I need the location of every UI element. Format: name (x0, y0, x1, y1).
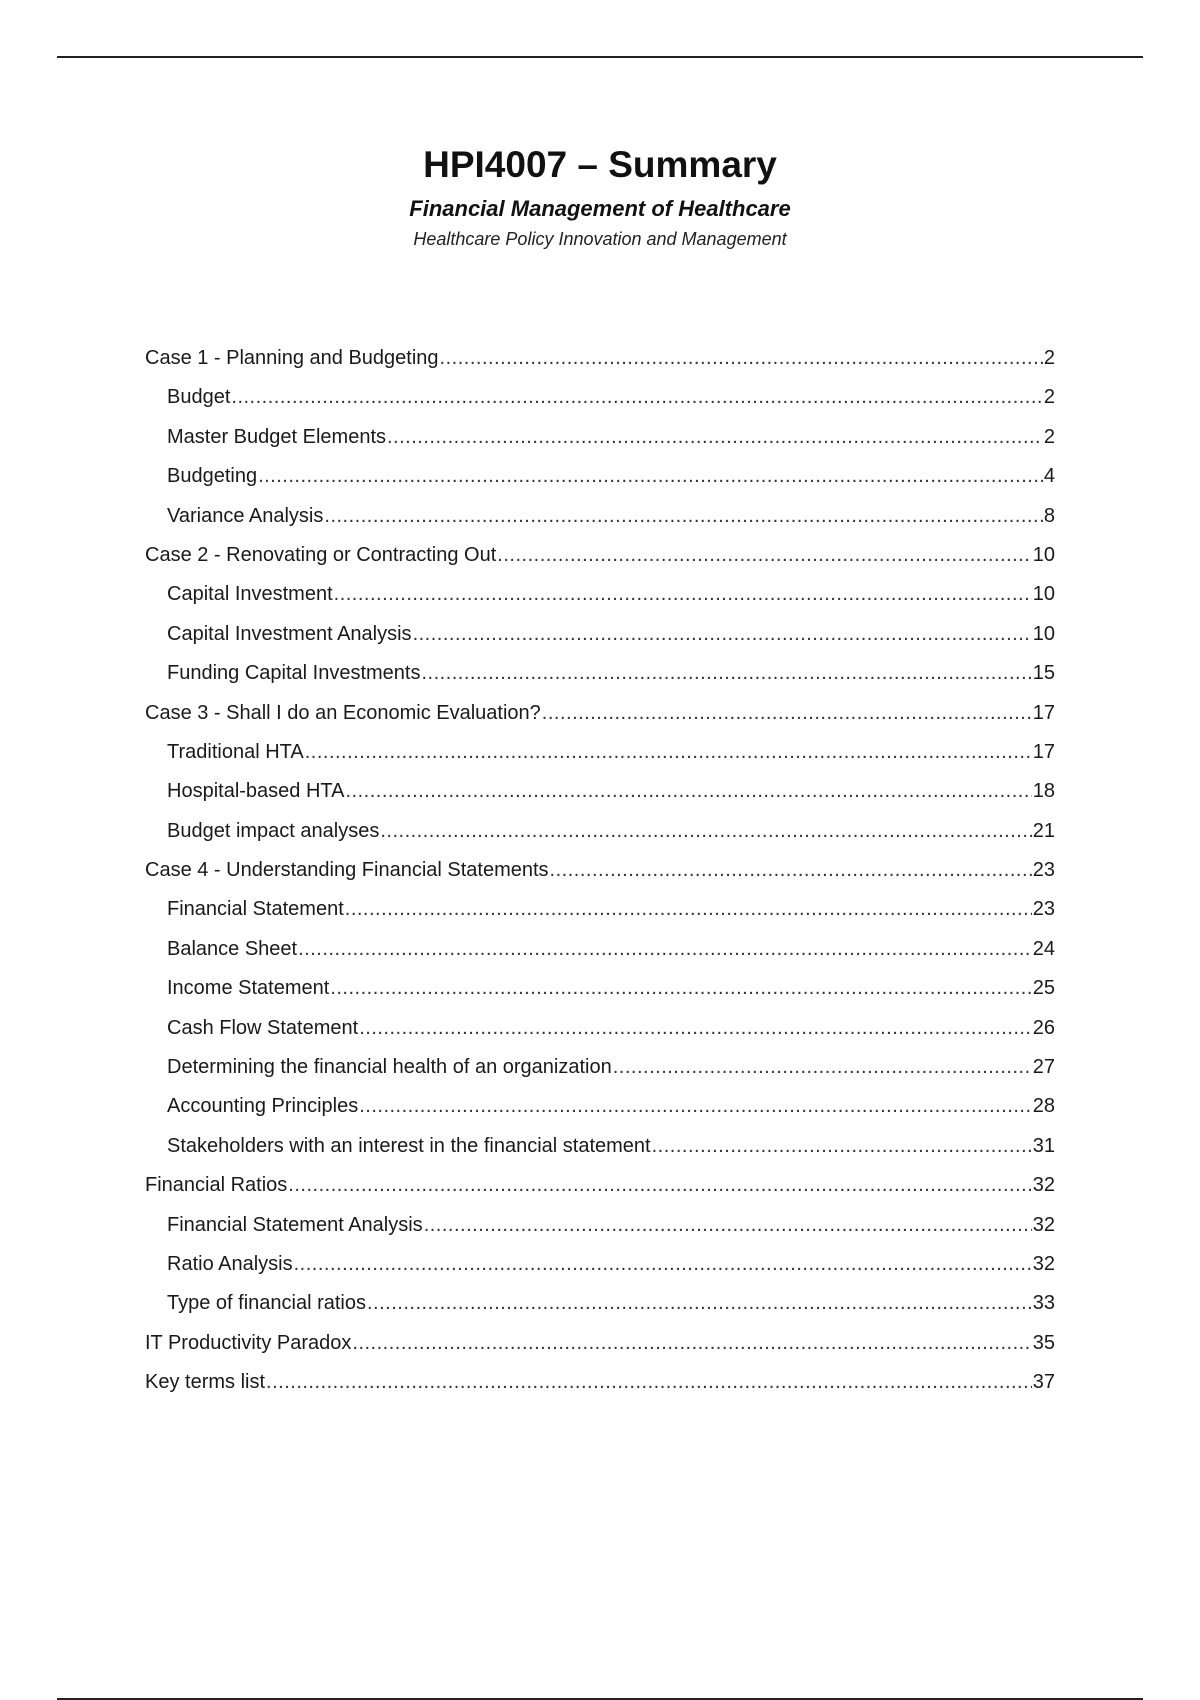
toc-dot-leader (359, 1017, 1032, 1040)
toc-subsection-entry[interactable] (145, 1056, 1055, 1095)
toc-page-number: 37 (1032, 1371, 1055, 1394)
program-name: Healthcare Policy Innovation and Management (413, 229, 787, 249)
toc-entry-label: Ratio Analysis (167, 1252, 293, 1275)
top-rule (57, 56, 1143, 58)
toc-entry-label: Financial Statement (167, 898, 344, 921)
toc-entry-label: Accounting Principles (167, 1095, 359, 1118)
toc-entry-label: Determining the financial health of an organization (167, 1056, 612, 1079)
toc-entry-label: Budget (167, 386, 231, 409)
toc-dot-leader (298, 938, 1032, 961)
toc-dot-leader (542, 702, 1032, 725)
toc-entry-label: Master Budget Elements (167, 425, 386, 448)
table-of-contents (145, 347, 1055, 1411)
toc-page-number: 33 (1032, 1292, 1055, 1315)
toc-subsection-entry[interactable] (145, 1253, 1055, 1292)
toc-dot-leader (421, 662, 1031, 685)
toc-entry-label: Type of financial ratios (167, 1292, 366, 1315)
toc-section-entry[interactable] (145, 859, 1055, 898)
toc-entry-label: Case 4 - Understanding Financial Statements (145, 859, 549, 882)
toc-page-number: 21 (1032, 819, 1055, 842)
document-title: HPI4007 – Summary (423, 144, 777, 185)
toc-dot-leader (497, 544, 1031, 567)
toc-subsection-entry[interactable] (145, 1292, 1055, 1331)
toc-entry-label: Key terms list (145, 1371, 266, 1394)
toc-entry-label: Cash Flow Statement (167, 1016, 359, 1039)
toc-page-number: 17 (1032, 701, 1055, 724)
toc-page-number: 28 (1032, 1095, 1055, 1118)
toc-entry-label: Balance Sheet (167, 937, 298, 960)
toc-page-number: 2 (1043, 347, 1055, 369)
toc-entry-label: Stakeholders with an interest in the financial statement (167, 1134, 651, 1157)
toc-subsection-entry[interactable] (145, 898, 1055, 937)
toc-page-number: 2 (1043, 425, 1055, 448)
toc-dot-leader (413, 623, 1032, 646)
toc-subsection-entry[interactable] (145, 1135, 1055, 1174)
document-header (0, 142, 1200, 252)
toc-entry-label: Financial Ratios (145, 1174, 288, 1197)
toc-section-entry[interactable] (145, 347, 1055, 386)
toc-dot-leader (440, 347, 1043, 370)
toc-entry-label: Case 2 - Renovating or Contracting Out (145, 543, 497, 566)
toc-page-number: 27 (1032, 1056, 1055, 1079)
toc-dot-leader (387, 426, 1043, 449)
toc-dot-leader (352, 1332, 1031, 1355)
toc-section-entry[interactable] (145, 1174, 1055, 1213)
toc-page-number: 26 (1032, 1016, 1055, 1039)
toc-subsection-entry[interactable] (145, 505, 1055, 544)
toc-page-number: 35 (1032, 1331, 1055, 1354)
toc-dot-leader (266, 1371, 1032, 1394)
toc-dot-leader (652, 1135, 1032, 1158)
toc-dot-leader (345, 898, 1032, 921)
toc-dot-leader (288, 1174, 1031, 1197)
document-subtitle: Financial Management of Healthcare (409, 196, 791, 221)
toc-subsection-entry[interactable] (145, 1095, 1055, 1134)
toc-subsection-entry[interactable] (145, 465, 1055, 504)
toc-entry-label: Case 1 - Planning and Budgeting (145, 347, 439, 369)
toc-page-number: 2 (1043, 386, 1055, 409)
toc-page-number: 23 (1032, 859, 1055, 882)
toc-dot-leader (324, 505, 1042, 528)
toc-subsection-entry[interactable] (145, 386, 1055, 425)
toc-dot-leader (359, 1095, 1032, 1118)
toc-page-number: 17 (1032, 740, 1055, 763)
toc-page-number: 31 (1032, 1134, 1055, 1157)
toc-entry-label: Capital Investment (167, 583, 333, 606)
toc-page-number: 18 (1032, 780, 1055, 803)
toc-dot-leader (345, 780, 1031, 803)
toc-dot-leader (258, 465, 1043, 488)
toc-entry-label: Financial Statement Analysis (167, 1213, 423, 1236)
toc-dot-leader (550, 859, 1032, 882)
toc-dot-leader (330, 977, 1031, 1000)
toc-entry-label: Budgeting (167, 465, 258, 488)
toc-subsection-entry[interactable] (145, 938, 1055, 977)
toc-section-entry[interactable] (145, 702, 1055, 741)
toc-entry-label: Case 3 - Shall I do an Economic Evaluation? (145, 701, 541, 724)
toc-entry-label: Income Statement (167, 977, 330, 1000)
toc-entry-label: Variance Analysis (167, 504, 324, 527)
toc-subsection-entry[interactable] (145, 662, 1055, 701)
toc-entry-label: Hospital-based HTA (167, 780, 345, 803)
toc-entry-label: Budget impact analyses (167, 819, 380, 842)
toc-page-number: 25 (1032, 977, 1055, 1000)
toc-section-entry[interactable] (145, 1332, 1055, 1371)
toc-subsection-entry[interactable] (145, 820, 1055, 859)
toc-page-number: 23 (1032, 898, 1055, 921)
toc-dot-leader (231, 386, 1042, 409)
toc-page-number: 4 (1043, 465, 1055, 488)
toc-section-entry[interactable] (145, 1371, 1055, 1410)
toc-subsection-entry[interactable] (145, 741, 1055, 780)
toc-entry-label: Traditional HTA (167, 740, 304, 763)
toc-page-number: 32 (1032, 1252, 1055, 1275)
toc-page-number: 10 (1032, 583, 1055, 606)
toc-dot-leader (305, 741, 1032, 764)
toc-page-number: 10 (1032, 622, 1055, 645)
toc-dot-leader (424, 1214, 1032, 1237)
toc-dot-leader (613, 1056, 1032, 1079)
toc-section-entry[interactable] (145, 544, 1055, 583)
toc-subsection-entry[interactable] (145, 977, 1055, 1016)
toc-page-number: 8 (1043, 504, 1055, 527)
toc-dot-leader (294, 1253, 1032, 1276)
toc-page-number: 32 (1032, 1213, 1055, 1236)
toc-subsection-entry[interactable] (145, 583, 1055, 622)
toc-dot-leader (380, 820, 1031, 843)
toc-subsection-entry[interactable] (145, 426, 1055, 465)
toc-subsection-entry[interactable] (145, 1214, 1055, 1253)
toc-subsection-entry[interactable] (145, 1017, 1055, 1056)
toc-page-number: 15 (1032, 662, 1055, 685)
toc-subsection-entry[interactable] (145, 780, 1055, 819)
toc-page-number: 10 (1032, 543, 1055, 566)
toc-entry-label: IT Productivity Paradox (145, 1331, 352, 1354)
toc-entry-label: Capital Investment Analysis (167, 622, 412, 645)
toc-entry-label: Funding Capital Investments (167, 662, 421, 685)
toc-subsection-entry[interactable] (145, 623, 1055, 662)
toc-page-number: 32 (1032, 1174, 1055, 1197)
toc-page-number: 24 (1032, 937, 1055, 960)
toc-dot-leader (334, 583, 1032, 606)
toc-dot-leader (367, 1292, 1032, 1315)
